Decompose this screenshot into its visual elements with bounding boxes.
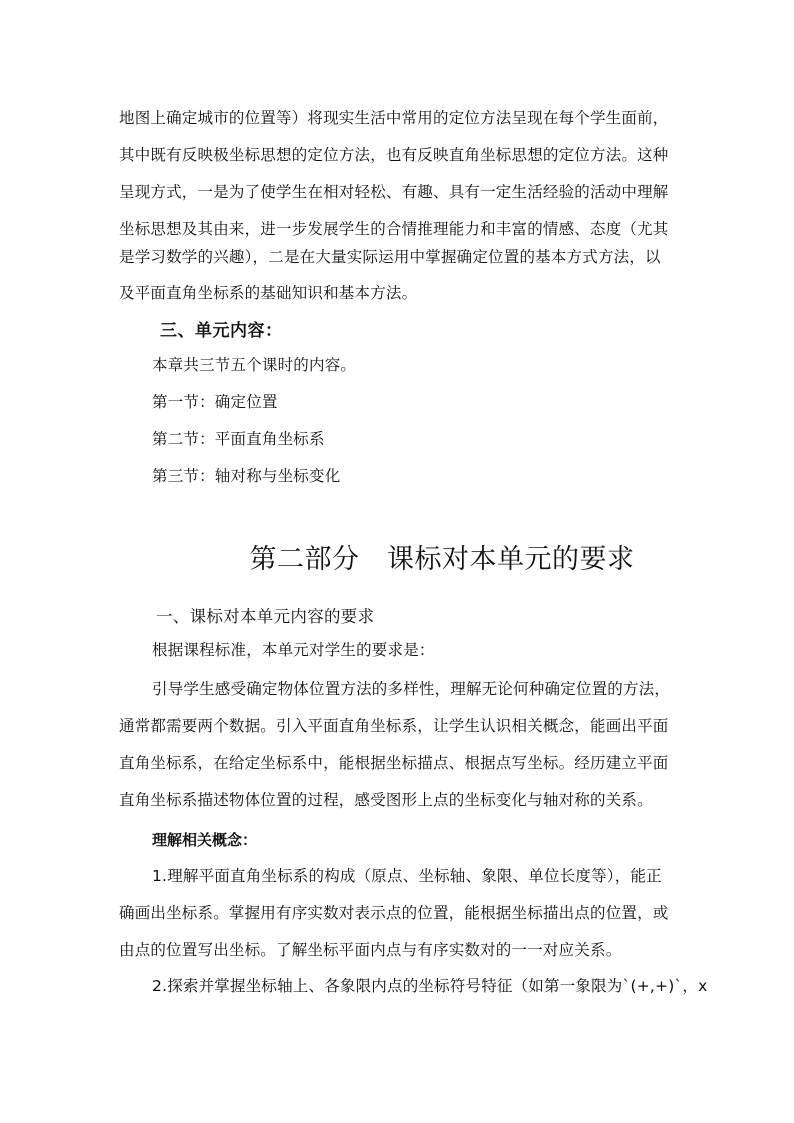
intro-line-4: 坐标思想及其由来，进一步发展学生的合情推理能力和丰富的情感、态度（尤其	[119, 220, 669, 238]
unit-summary: 本章共三节五个课时的内容。	[152, 356, 357, 374]
section-item-3: 第三节：轴对称与坐标变化	[152, 467, 341, 485]
requirements-line-1: 引导学生感受确定物体位置方法的多样性，理解无论何种确定位置的方法，	[152, 680, 671, 698]
part-two-subheading: 一、课标对本单元内容的要求	[156, 607, 375, 626]
requirements-lead: 根据课程标准，本单元对学生的要求是：	[152, 641, 435, 659]
section-item-2: 第二节：平面直角坐标系	[152, 430, 325, 448]
unit-content-heading: 三、单元内容：	[160, 321, 283, 341]
section-item-1: 第一节：确定位置	[152, 393, 278, 411]
part-two-title: 第二部分 课标对本单元的要求	[249, 544, 635, 575]
concepts-label: 理解相关概念：	[152, 831, 258, 849]
intro-line-6: 及平面直角坐标系的基础知识和基本方法。	[119, 284, 418, 302]
intro-line-5: 是学习数学的兴趣），二是在大量实际运用中掌握确定位置的基本方式方法，以	[119, 248, 661, 266]
item1-line-3: 由点的位置写出坐标。了解坐标平面内点与有序实数对的一一对应关系。	[119, 941, 622, 959]
requirements-line-3: 直角坐标系，在给定坐标系中，能根据坐标描点、根据点写坐标。经历建立平面	[119, 754, 669, 772]
item1-line-1: 1.理解平面直角坐标系的构成（原点、坐标轴、象限、单位长度等），能正	[152, 867, 662, 885]
requirements-line-2: 通常都需要两个数据。引入平面直角坐标系，让学生认识相关概念，能画出平面	[119, 717, 669, 735]
intro-line-3: 呈现方式，一是为了使学生在相对轻松、有趣、具有一定生活经验的活动中理解	[119, 183, 669, 201]
requirements-line-4: 直角坐标系描述物体位置的过程，感受图形上点的坐标变化与轴对称的关系。	[119, 791, 653, 809]
intro-line-1: 地图上确定城市的位置等）将现实生活中常用的定位方法呈现在每个学生面前，	[119, 109, 669, 127]
item1-line-2: 确画出坐标系。掌握用有序实数对表示点的位置，能根据坐标描出点的位置，或	[119, 904, 669, 922]
item2-line-1: 2.探索并掌握坐标轴上、各象限内点的坐标符号特征（如第一象限为`(+,+)`，x	[152, 977, 708, 995]
intro-line-2: 其中既有反映极坐标思想的定位方法，也有反映直角坐标思想的定位方法。这种	[119, 146, 669, 164]
